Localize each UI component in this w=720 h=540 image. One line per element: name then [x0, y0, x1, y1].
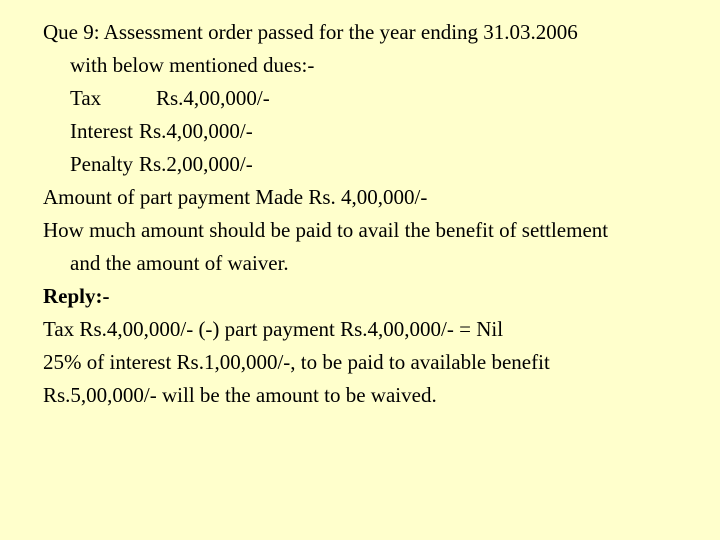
question-ask-line-2: and the amount of waiver.: [70, 251, 289, 275]
question-ask-line-1: How much amount should be paid to avail the benefit of settlement: [43, 218, 609, 242]
dues-name: Penalty: [70, 152, 133, 176]
question-line-2: with below mentioned dues:-: [70, 53, 315, 77]
reply-line-1: Tax Rs.4,00,000/- (-) part payment Rs.4,00,000/- = Nil: [43, 317, 504, 341]
dues-name: Tax: [70, 86, 102, 110]
dues-row-penalty: [43, 148, 703, 181]
slide-content: [43, 16, 703, 412]
reply-heading: Reply:-: [43, 284, 110, 308]
dues-row-interest: [43, 115, 703, 148]
reply-line-2: 25% of interest Rs.1,00,000/-, to be paid to available benefit: [43, 350, 550, 374]
dues-name: Interest: [70, 119, 133, 143]
dues-amount: Rs.2,00,000/-: [139, 152, 253, 176]
dues-amount: Rs.4,00,000/-: [156, 86, 270, 110]
part-payment-line: Amount of part payment Made Rs. 4,00,000/-: [43, 185, 428, 209]
dues-amount: Rs.4,00,000/-: [138, 119, 253, 143]
question-line-1: Que 9: Assessment order passed for the year ending 31.03.2006: [43, 20, 578, 44]
dues-row-tax: [43, 82, 703, 115]
reply-line-3: Rs.5,00,000/- will be the amount to be waived.: [43, 383, 437, 407]
